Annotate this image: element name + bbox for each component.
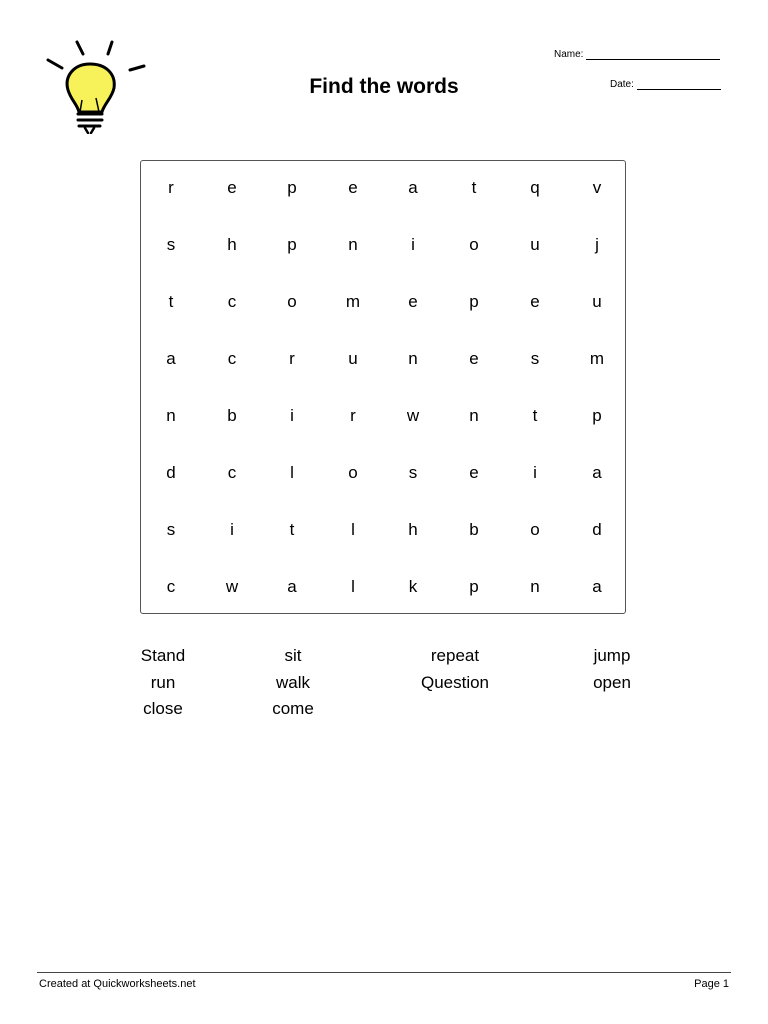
date-label: Date:: [610, 79, 634, 90]
word-list-item: Question: [420, 673, 490, 692]
word-list-item: walk: [275, 673, 310, 692]
grid-letter: r: [168, 178, 174, 197]
word-list-item: run: [150, 673, 176, 692]
grid-letter: d: [166, 463, 176, 482]
grid-letter: s: [408, 463, 418, 482]
grid-letter: n: [469, 406, 479, 425]
grid-letter: i: [290, 406, 294, 425]
grid-letter: h: [408, 520, 418, 539]
grid-letter: s: [166, 520, 176, 539]
grid-letter: c: [166, 577, 176, 596]
grid-letter: j: [595, 235, 599, 254]
grid-letter: n: [408, 349, 418, 368]
grid-letter: u: [592, 292, 602, 311]
grid-letter: l: [351, 577, 355, 596]
word-list-item: open: [593, 673, 631, 692]
date-line[interactable]: [637, 78, 721, 90]
grid-letter: p: [469, 577, 479, 596]
word-search-grid: [140, 160, 626, 614]
grid-letter: e: [530, 292, 540, 311]
grid-letter: i: [411, 235, 415, 254]
grid-letter: o: [287, 292, 297, 311]
grid-letter: w: [225, 577, 239, 596]
grid-letter: e: [348, 178, 358, 197]
grid-letter: v: [592, 178, 602, 197]
grid-letter: r: [289, 349, 295, 368]
grid-letter: c: [227, 292, 237, 311]
grid-letter: n: [166, 406, 176, 425]
grid-letter: a: [166, 349, 176, 368]
date-field[interactable]: [610, 78, 721, 90]
page-title: Find the words: [309, 75, 459, 98]
grid-letter: w: [406, 406, 420, 425]
grid-letter: m: [589, 349, 605, 368]
grid-letter: a: [287, 577, 297, 596]
grid-letter: o: [348, 463, 358, 482]
grid-letter: b: [227, 406, 237, 425]
grid-letter: a: [408, 178, 418, 197]
grid-letter: l: [351, 520, 355, 539]
grid-letter: d: [592, 520, 602, 539]
grid-letter: h: [227, 235, 237, 254]
grid-letter: t: [471, 178, 477, 197]
grid-letter: c: [227, 349, 237, 368]
grid-letter: t: [289, 520, 295, 539]
grid-letter: e: [469, 463, 479, 482]
grid-letter: q: [530, 178, 540, 197]
grid-letter: e: [408, 292, 418, 311]
grid-letter: t: [532, 406, 538, 425]
grid-letter: l: [290, 463, 294, 482]
grid-letter: p: [592, 406, 602, 425]
grid-letter: p: [287, 178, 297, 197]
grid-letter: o: [530, 520, 540, 539]
grid-letter: s: [530, 349, 540, 368]
grid-letter: i: [230, 520, 234, 539]
grid-letter: r: [350, 406, 356, 425]
word-list-item: close: [143, 699, 183, 718]
grid-letter: k: [408, 577, 418, 596]
grid-letter: c: [227, 463, 237, 482]
grid-letter: t: [168, 292, 174, 311]
grid-letter: b: [469, 520, 479, 539]
page-number: Page 1: [694, 978, 729, 990]
word-list-item: come: [272, 699, 314, 718]
grid-letter: p: [469, 292, 479, 311]
grid-letter: e: [227, 178, 237, 197]
grid-letter: u: [530, 235, 540, 254]
name-line[interactable]: [586, 48, 720, 60]
grid-letter: e: [469, 349, 479, 368]
word-list-item: jump: [593, 646, 631, 665]
word-list-item: repeat: [430, 646, 480, 665]
name-label: Name:: [554, 49, 584, 60]
grid-letter: p: [287, 235, 297, 254]
grid-letter: m: [345, 292, 361, 311]
name-field[interactable]: [554, 48, 720, 60]
grid-letter: u: [348, 349, 358, 368]
footer-divider: [37, 972, 731, 973]
grid-letter: o: [469, 235, 479, 254]
grid-letter: a: [592, 463, 602, 482]
grid-letter: s: [166, 235, 176, 254]
word-list-item: Stand: [140, 646, 186, 665]
grid-letter: n: [348, 235, 358, 254]
grid-letter: a: [592, 577, 602, 596]
word-list-item: sit: [284, 646, 302, 665]
footer-credit: Created at Quickworksheets.net: [39, 978, 196, 990]
grid-letter: n: [530, 577, 540, 596]
grid-letter: i: [533, 463, 537, 482]
word-list: [0, 646, 768, 726]
